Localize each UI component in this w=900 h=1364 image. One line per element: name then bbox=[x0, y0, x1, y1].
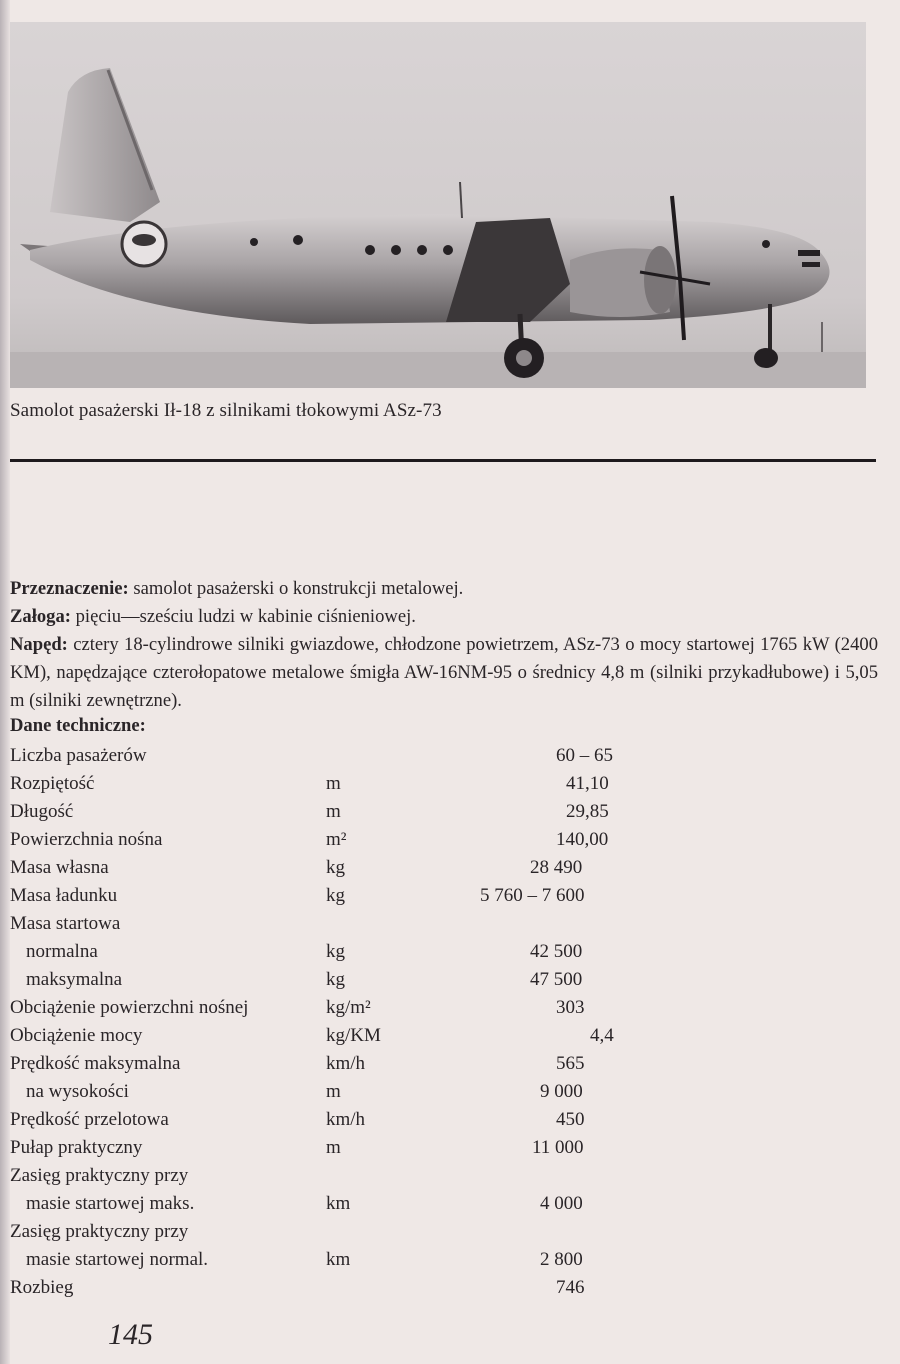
spec-label: Masa ładunku bbox=[10, 885, 118, 906]
crew-line bbox=[10, 603, 878, 631]
spec-label: Masa własna bbox=[10, 857, 109, 878]
spec-unit: km/h bbox=[326, 1053, 366, 1074]
spec-unit: m² bbox=[326, 829, 347, 850]
spec-unit: m bbox=[326, 1081, 341, 1102]
spec-value: 140,00 bbox=[556, 829, 609, 850]
spec-unit: m bbox=[326, 801, 341, 822]
spec-value: 41,10 bbox=[566, 773, 609, 794]
spec-value: 4,4 bbox=[590, 1025, 614, 1046]
spec-label: Prędkość maksymalna bbox=[10, 1053, 181, 1074]
spec-label: maksymalna bbox=[26, 969, 123, 990]
spec-label: Prędkość przelotowa bbox=[10, 1109, 169, 1130]
spec-label: na wysokości bbox=[26, 1081, 129, 1102]
crew-label: Załoga: bbox=[10, 606, 71, 627]
spec-unit: kg/KM bbox=[326, 1025, 381, 1046]
spec-label: Obciążenie powierzchni nośnej bbox=[10, 997, 249, 1018]
spec-value: 5 760 – 7 600 bbox=[480, 885, 585, 906]
spec-value: 47 500 bbox=[530, 969, 583, 990]
spec-unit: kg bbox=[326, 941, 345, 962]
spec-label: Powierzchnia nośna bbox=[10, 829, 163, 850]
spec-value: 9 000 bbox=[540, 1081, 583, 1102]
spec-label: masie startowej maks. bbox=[26, 1193, 195, 1214]
spec-unit: kg bbox=[326, 857, 345, 878]
spec-value: 746 bbox=[556, 1277, 585, 1298]
photo-caption: Samolot pasażerski Ił-18 z silnikami tłokowymi ASz-73 bbox=[10, 400, 442, 421]
spec-unit: kg bbox=[326, 969, 345, 990]
crew-text: pięciu—sześciu ludzi w kabinie ciśnieniowej. bbox=[75, 606, 416, 627]
spec-value: 565 bbox=[556, 1053, 585, 1074]
section-divider bbox=[10, 459, 876, 462]
spec-label: Rozbieg bbox=[10, 1277, 74, 1298]
tech-data-heading: Dane techniczne: bbox=[10, 715, 146, 736]
aircraft-photo bbox=[10, 22, 866, 388]
drive-paragraph bbox=[10, 631, 878, 715]
purpose-line bbox=[10, 575, 878, 603]
spec-label: masie startowej normal. bbox=[26, 1249, 209, 1270]
spec-unit: m bbox=[326, 1137, 341, 1158]
spec-value: 303 bbox=[556, 997, 585, 1018]
spec-unit: kg/m² bbox=[326, 997, 371, 1018]
spec-label: Długość bbox=[10, 801, 74, 822]
spec-label: normalna bbox=[26, 941, 98, 962]
spec-label: Liczba pasażerów bbox=[10, 745, 147, 766]
spec-value: 42 500 bbox=[530, 941, 583, 962]
page-spine-shadow bbox=[0, 0, 10, 1364]
spec-value: 29,85 bbox=[566, 801, 609, 822]
spec-label: Rozpiętość bbox=[10, 773, 95, 794]
page-number: 145 bbox=[108, 1318, 153, 1351]
spec-value: 4 000 bbox=[540, 1193, 583, 1214]
spec-label: Zasięg praktyczny przy bbox=[10, 1221, 189, 1242]
spec-unit: km bbox=[326, 1249, 351, 1270]
spec-value: 450 bbox=[556, 1109, 585, 1130]
purpose-text: samolot pasażerski o konstrukcji metalowej. bbox=[133, 578, 464, 599]
drive-text: cztery 18-cylindrowe silniki gwiazdowe, chłodzone powietrzem, ASz-73 o mocy startowej 1765 kW (2400 KM), napędzające czterołopatowe metalowe śmigła AW-16NM-95 o średnicy 4,8 m (silniki przykadłubowe) i 5,05 m (silniki zewnętrzne). bbox=[10, 634, 878, 711]
spec-value: 60 – 65 bbox=[556, 745, 613, 766]
spec-label: Zasięg praktyczny przy bbox=[10, 1165, 189, 1186]
spec-label: Masa startowa bbox=[10, 913, 121, 934]
spec-value: 28 490 bbox=[530, 857, 583, 878]
spec-label: Pułap praktyczny bbox=[10, 1137, 143, 1158]
spec-unit: m bbox=[326, 773, 341, 794]
purpose-label: Przeznaczenie: bbox=[10, 578, 129, 599]
drive-label: Napęd: bbox=[10, 634, 68, 655]
spec-label: Obciążenie mocy bbox=[10, 1025, 143, 1046]
spec-unit: kg bbox=[326, 885, 345, 906]
spec-value: 11 000 bbox=[532, 1137, 584, 1158]
spec-unit: km/h bbox=[326, 1109, 366, 1130]
spec-value: 2 800 bbox=[540, 1249, 583, 1270]
spec-unit: km bbox=[326, 1193, 351, 1214]
